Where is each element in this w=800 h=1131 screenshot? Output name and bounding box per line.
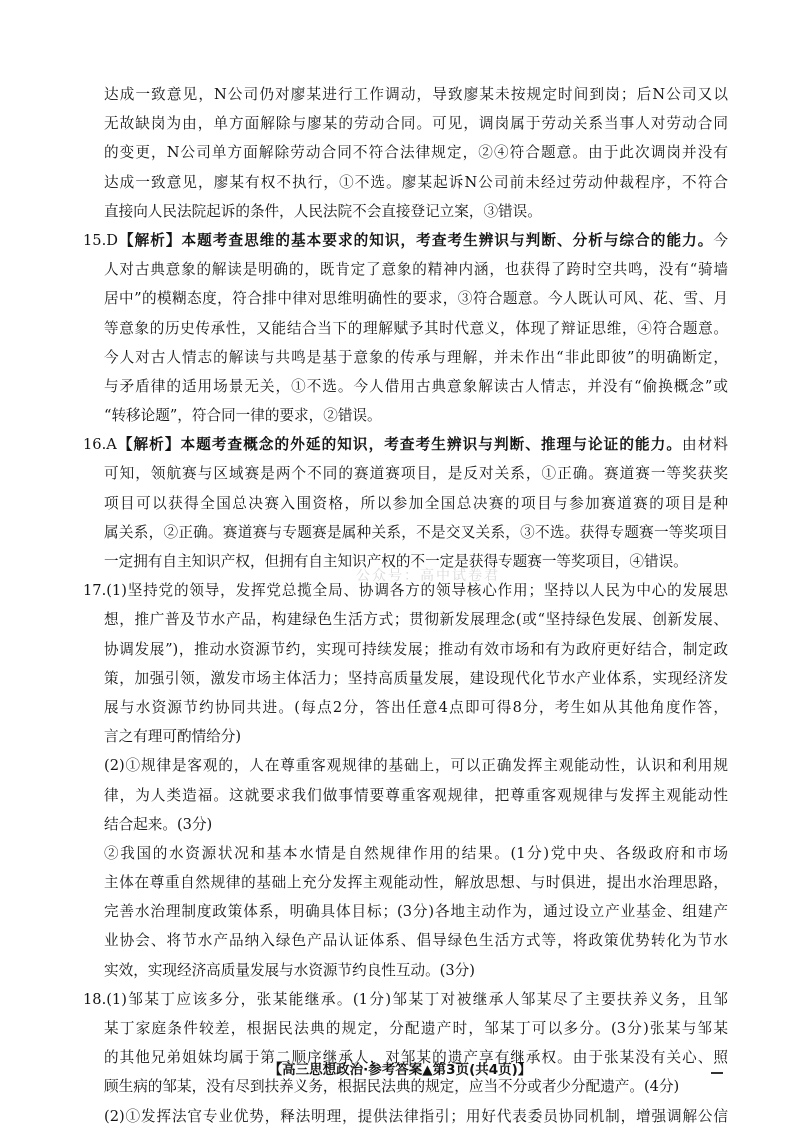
- line-text: 一定拥有自主知识产权，但拥有自主知识产权的不一定是获得专题赛一等奖项目，④错误。: [104, 553, 688, 570]
- line-text: 展与水资源节约协同共进。(每点2分，答出任意4点即可得8分，考生如从其他角度作答，: [104, 698, 728, 716]
- text-line: [83, 576, 728, 605]
- text-line: [104, 459, 728, 488]
- text-line: [104, 314, 728, 343]
- question-number: 16.A: [83, 436, 117, 454]
- line-text: 属关系，②正确。赛道赛与专题赛是属种关系，不是交叉关系，③不选。获得专题赛一等奖项目: [104, 523, 728, 541]
- text-line: [104, 168, 728, 197]
- text-line: [104, 664, 728, 693]
- question-number: 15.D: [83, 231, 118, 249]
- line-text: 律，为人类造福。这就要求我们做事情要尊重客观规律，把尊重客观规律与发挥主观能动性: [104, 786, 728, 804]
- watermark: 公众号：高中试卷君: [356, 568, 500, 584]
- text-line: [104, 372, 728, 401]
- line-text: 直接向人民法院起诉的条件，人民法院不会直接登记立案，③错误。: [104, 202, 542, 220]
- text-line: [104, 518, 728, 547]
- line-text: 言之有理可酌情给分): [104, 728, 242, 746]
- line-text: 达成一致意见，廖某有权不执行，①不选。廖某起诉N公司前未经过劳动仲裁程序，不符合: [104, 173, 728, 191]
- question-number: 17.: [83, 582, 107, 600]
- text-line: [104, 751, 728, 780]
- line-text: ②我国的水资源状况和基本水情是自然规律作用的结果。(1分)党中央、各级政府和市场: [104, 844, 728, 862]
- text-line: [104, 489, 728, 518]
- line-text: 等意象的历史传承性，又能结合当下的理解赋予其时代意义，体现了辩证思维，④符合题意。: [104, 319, 728, 337]
- text-line: [104, 897, 728, 926]
- line-text: 某丁家庭条件较差，根据民法典的规定，分配遗产时，邹某丁可以多分。(3分)张某与邹某: [104, 1020, 728, 1037]
- text-line: [104, 839, 728, 868]
- text-line: [104, 284, 728, 313]
- line-text: (2)①发挥法官专业优势，释法明理，提供法律指引；用好代表委员协同机制，增强调解公信: [104, 1107, 728, 1125]
- line-text: 实效，实现经济高质量发展与水资源节约良性互动。(3分): [104, 961, 475, 979]
- text-line: [104, 401, 728, 430]
- analysis-heading: 【解析】本题考查思维的基本要求的知识，考查考生辨识与判断、分析与综合的能力。: [117, 231, 714, 249]
- line-text: (1)邹某丁应该多分，张某能继承。(1分)邹某丁对被继承人邹某尽了主要扶养义务，且邹: [106, 990, 728, 1008]
- text-line: [104, 635, 728, 664]
- page-footer: 【高三思想政治·参考答案▲第3页(共4页)】: [268, 1062, 532, 1078]
- question-number: 18.: [83, 990, 107, 1008]
- line-text: 主体在尊重自然规律的基础上充分发挥主观能动性，解放思想、与时俱进，提出水治理思路，: [104, 874, 728, 892]
- text-line: [104, 1014, 728, 1043]
- line-text: 协调发展”)，推动水资源节约，实现可持续发展；推动有效市场和有为政府更好结合，制定政: [104, 640, 728, 658]
- text-line: [104, 109, 728, 138]
- line-text: 与矛盾律的适用场景无关，①不选。今人借用古典意象解读古人情志，并没有“偷换概念”或: [104, 377, 728, 395]
- line-text: 达成一致意见，N公司仍对廖某进行工作调动，导致廖某未按规定时间到岗；后N公司又以: [104, 86, 728, 103]
- answer-page-body: [83, 80, 728, 1131]
- text-line: [104, 80, 728, 109]
- line-text: 业协会、将节水产品纳入绿色产品认证体系、倡导绿色生活方式等，将政策优势转化为节水: [104, 932, 728, 950]
- text-line: [104, 810, 728, 839]
- text-line: [83, 985, 728, 1014]
- corner-mark: [711, 1072, 723, 1074]
- line-text: “转移论题”，符合同一律的要求，②错误。: [104, 407, 382, 425]
- line-text: 结合起来。(3分): [104, 815, 213, 833]
- line-text: 的其他兄弟姐妹均属于第二顺序继承人，对邹某的遗产享有继承权。由于张某没有关心、照: [104, 1049, 728, 1067]
- line-text: (1)坚持党的领导，发挥党总揽全局、协调各方的领导核心作用；坚持以人民为中心的发展思: [106, 582, 728, 600]
- line-text: 完善水治理制度政策体系，明确具体目标；(3分)各地主动作为，通过设立产业基金、组建产: [104, 903, 728, 921]
- line-text: 无故缺岗为由，单方面解除与廖某的劳动合同。可见，调岗属于劳动关系当事人对劳动合同: [104, 115, 728, 133]
- line-text: 人对古典意象的解读是明确的，既肯定了意象的精神内涵，也获得了跨时空共鸣，没有“骑墙: [104, 261, 728, 279]
- line-text: 的变更，N公司单方面解除劳动合同不符合法律规定，②④符合题意。由于此次调岗并没有: [104, 144, 728, 162]
- line-text: 居中”的模糊态度，符合排中律对思维明确性的要求，③符合题意。今人既认可风、花、雪、月: [104, 290, 728, 308]
- text-line: [104, 138, 728, 167]
- line-text: (2)①规律是客观的，人在尊重客观规律的基础上，可以正确发挥主观能动性，认识和利用规: [104, 757, 728, 775]
- text-line: [104, 343, 728, 372]
- analysis-heading: 【解析】本题考查概念的外延的知识，考查考生辨识与判断、推理与论证的能力。: [116, 436, 683, 454]
- line-text: 想，推广普及节水产品，构建绿色生活方式；贯彻新发展理念(或“坚持绿色发展、创新发展、: [104, 611, 728, 629]
- line-text: 项目可以获得全国总决赛入围资格，所以参加全国总决赛的项目与参加赛道赛的项目是种: [104, 494, 728, 512]
- text-line: [104, 255, 728, 284]
- text-line: [83, 430, 728, 459]
- line-text: 策，加强引领，激发市场主体活力；坚持高质量发展，建设现代化节水产业体系，实现经济发: [104, 669, 728, 687]
- line-text: 顾生病的邹某，没有尽到扶养义务，根据民法典的规定，应当不分或者少分配遗产。(4分): [104, 1078, 680, 1096]
- text-line: [104, 781, 728, 810]
- text-line: [104, 1102, 728, 1131]
- text-line: [83, 226, 728, 255]
- text-line: [104, 197, 728, 226]
- text-line: [104, 926, 728, 955]
- text-line: [104, 693, 728, 722]
- line-text: 今: [713, 231, 728, 249]
- text-line: [104, 547, 728, 576]
- line-text: 今人对古人情志的解读与共鸣是基于意象的传承与理解，并未作出“非此即彼”的明确断定，: [104, 348, 728, 366]
- text-line: [104, 722, 728, 751]
- text-line: [104, 605, 728, 634]
- line-text: 可知，领航赛与区域赛是两个不同的赛道赛项目，是反对关系，①正确。赛道赛一等奖获奖: [104, 465, 728, 483]
- line-text: 由材料: [682, 436, 728, 454]
- text-line: [104, 956, 728, 985]
- text-line: [104, 868, 728, 897]
